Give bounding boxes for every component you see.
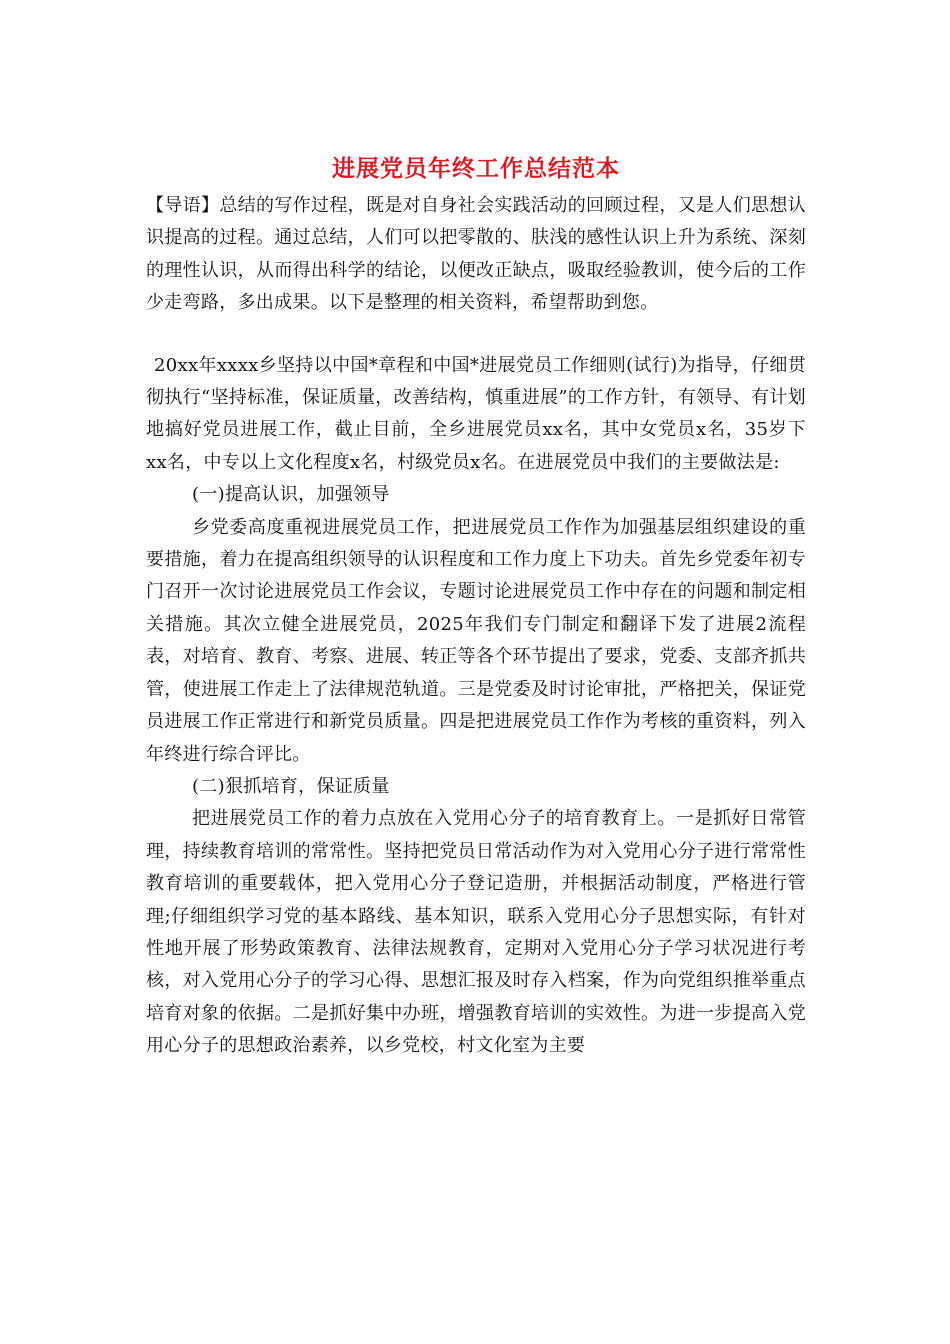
intro-paragraph: 【导语】总结的写作过程，既是对自身社会实践活动的回顾过程，又是人们思想认识提高的过程。通过总结，人们可以把零散的、肤浅的感性认识上升为系统、深刻的理性认识，从而得出科学的结论，以便改正缺点，吸取经验教训，使今后的工作少走弯路，多出成果。以下是整理的相关资料，希望帮助到您。 (146, 195, 806, 314)
section-heading-1: (一)提高认识，加强领导 (192, 484, 390, 506)
section-body-2: 把进展党员工作的着力点放在入党用心分子的培育教育上。一是抓好日常管理，持续教育培训的常常性。坚持把党员日常活动作为对入党用心分子进行常常性教育培训的重要载体，把入党用心分子登记造册，并根据活动制度，严格进行管理;仔细组织学习党的基本路线、基本知识，联系入党用心分子思想实际，有针对性地开展了形势政策教育、法律法规教育，定期对入党用心分子学习状况进行考核，对入党用心分子的学习心得、思想汇报及时存入档案，作为向党组织推举重点培育对象的依据。二是抓好集中办班，增强教育培训的实效性。为进一步提高入党用心分子的思想政治素养，以乡党校，村文化室为主要 (146, 808, 806, 1057)
document-title: 进展党员年终工作总结范本 (332, 155, 620, 182)
opening-paragraph: 20xx年xxxx乡坚持以中国*章程和中国*进展党员工作细则(试行)为指导，仔细贯彻执行“坚持标准，保证质量，改善结构，慎重进展”的工作方针，有领导、有计划地搞好党员进展工作，截止目前，全乡进展党员xx名，其中女党员x名，35岁下xx名，中专以上文化程度x名，村级党员x名。在进展党员中我们的主要做法是: (146, 354, 806, 473)
section-heading-2: (二)狠抓培育，保证质量 (192, 775, 390, 797)
document-page (146, 152, 806, 1063)
section-body-1: 乡党委高度重视进展党员工作，把进展党员工作作为加强基层组织建设的重要措施，着力在提高组织领导的认识程度和工作力度上下功夫。首先乡党委年初专门召开一次讨论进展党员工作会议，专题讨论进展党员工作中存在的问题和制定相关措施。其次立健全进展党员，2025年我们专门制定和翻译下发了进展2流程表，对培育、教育、考察、进展、转正等各个环节提出了要求，党委、支部齐抓共管，使进展工作走上了法律规范轨道。三是党委及时讨论审批，严格把关，保证党员进展工作正常进行和新党员质量。四是把进展党员工作作为考核的重资料，列入年终进行综合评比。 (146, 516, 806, 765)
